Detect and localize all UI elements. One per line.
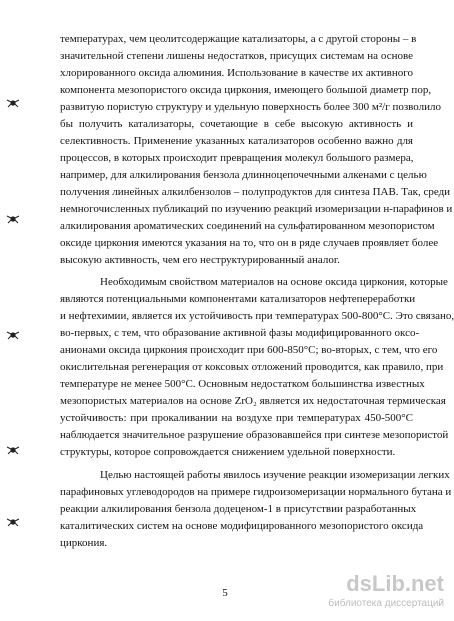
text-line: хлорированного оксида алюминия. Использование в качестве их активного (60, 67, 413, 79)
paragraph-first-line: Целью настоящей работы явилось изучение реакции изомеризации легких (100, 469, 450, 481)
text-line: анионами оксида циркония происходит при 600-850°С; во-вторых, с тем, что его (60, 344, 438, 356)
text-line: значительной степени лишены недостатков, присущих системам на основе (60, 50, 413, 62)
text-line: высокую активность, чем его неструктурированный аналог. (60, 254, 340, 266)
text-line: процессов, в которых происходит превращения молекул большого размера, (60, 152, 414, 164)
watermark-subtitle: библиотека диссертаций (328, 598, 444, 609)
text-line: температурах, чем цеолитсодержащие катализаторы, а с другой стороны – в (60, 33, 417, 45)
watermark-logo: dsLib.net (346, 571, 444, 596)
paragraph-first-line: Необходимым свойством материалов на основе оксида циркония, которые (100, 276, 448, 288)
text-line: немногочисленных публикаций по изучению реакций изомеризации н-парафинов и (60, 203, 453, 215)
text-line: алкилирования ароматических соединений на сульфатированном мезопористом (60, 220, 435, 232)
text-line: оксиде циркония имеются указания на то, что он в ряде случаев проявляет более (60, 237, 439, 249)
text-line: каталитических систем на основе модифицированного мезопористого оксида (60, 520, 424, 532)
margin-mark-icon (6, 97, 20, 109)
text-line: наблюдается значительное разрушение образовавшейся при синтезе мезопористой (60, 429, 449, 441)
text-line: окислительная регенерация от коксовых отложений проводится, как правило, при (60, 361, 444, 373)
text-line: структуры, которое сопровождается снижением удельной поверхности. (60, 446, 396, 458)
margin-mark-icon (6, 329, 20, 341)
text-line: температуре не менее 500°С. Основным недостатком большинства известных (60, 378, 425, 390)
text-line: во-первых, с тем, что образование активной фазы модифицированного оксо- (60, 327, 420, 339)
text-line: например, для алкилирования бензола длинноцепочечными алкенами с целью (60, 169, 427, 181)
margin-mark-icon (6, 516, 20, 528)
watermark (328, 571, 448, 619)
page-number: 5 (222, 587, 228, 599)
text-line: селективность. Применение указанных катализаторов особенно важно для (60, 135, 413, 147)
text-line: развитую пористую структуру и удельную поверхность более 300 м²/г позволило (60, 101, 442, 113)
text-line: мезопористых материалов на основе ZrO₂ является их недостаточная термическая (60, 395, 446, 407)
text-line: получения линейных алкилбензолов – полупродуктов для синтеза ПАВ. Так, среди (60, 186, 451, 198)
text-line: бы получить катализаторы, сочетающие в себе высокую активность и (60, 118, 413, 130)
text-line: реакции алкилирования бензола додеценом-1 в присутствии разработанных (60, 503, 417, 515)
text-line: устойчивость: при прокаливании на воздухе при температурах 450-500°С (60, 412, 413, 424)
text-line: парафиновых углеводородов на примере гидроизомеризации нормального бутана и (60, 486, 452, 498)
text-line: циркония. (60, 537, 108, 549)
text-line: являются потенциальными компонентами катализаторов нефтепереработки (60, 293, 416, 305)
text-line: компонента мезопористого оксида циркония, имеющего большой диаметр пор, (60, 84, 432, 96)
text-line: и нефтехимии, является их устойчивость при температурах 500-800°С. Это связано, (60, 310, 454, 322)
margin-mark-icon (6, 444, 20, 456)
margin-mark-icon (6, 213, 20, 225)
